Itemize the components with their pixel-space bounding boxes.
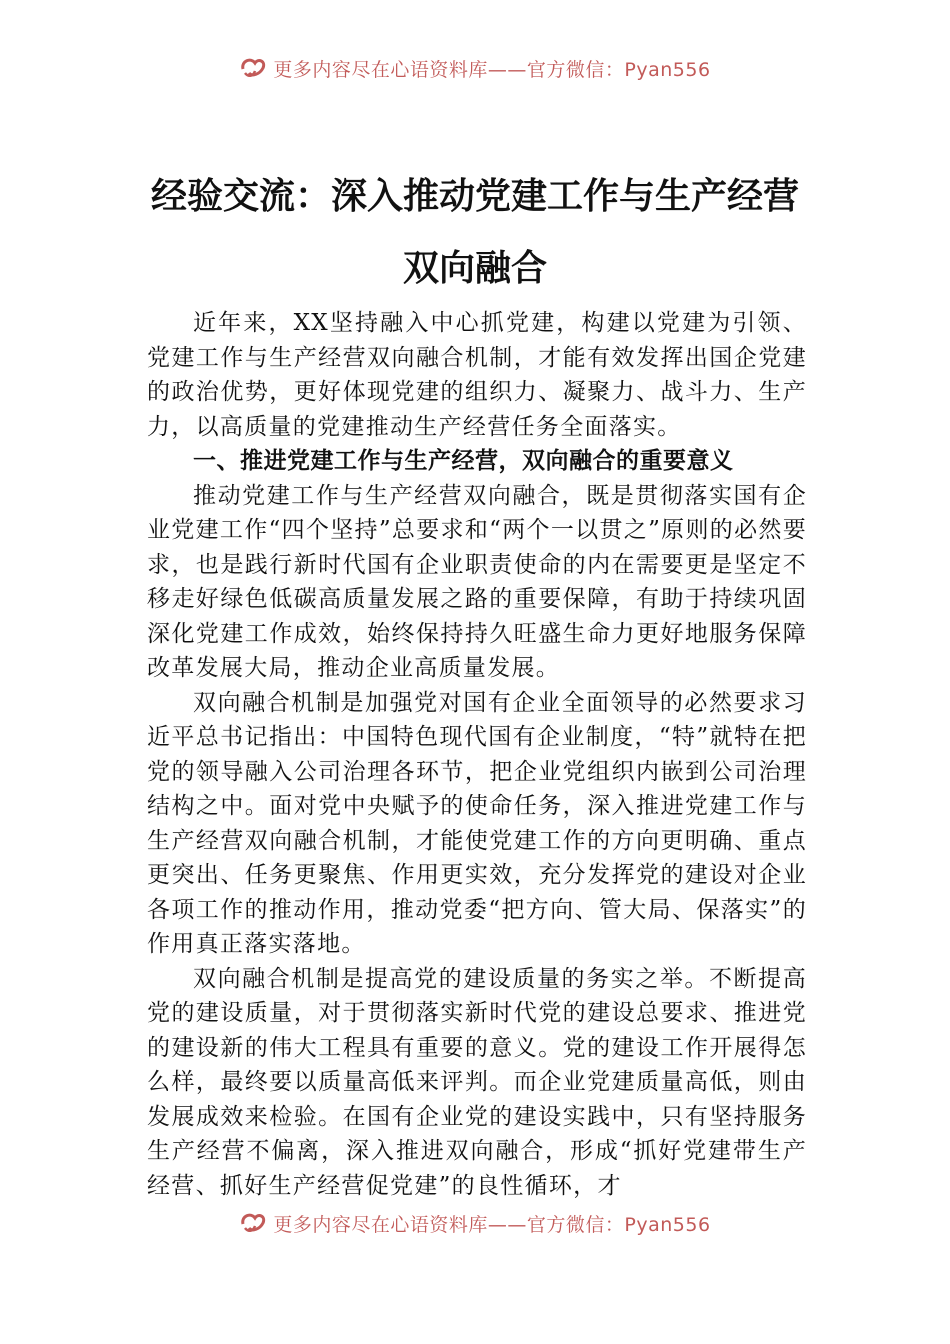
page-title-line-1: 经验交流：深入推动党建工作与生产经营 [150, 175, 799, 217]
watermark-header [0, 55, 950, 81]
paragraph-2: 双向融合机制是加强党对国有企业全面领导的必然要求习近平总书记指出：中国特色现代国有企业制度，“特”就特在把党的领导融入公司治理各环节，把企业党组织内嵌到公司治理结构之中。面对党中央赋予的使命任务，深入推进党建工作与生产经营双向融合机制，才能使党建工作的方向更明确、重点更突出、任务更聚焦、作用更实效，充分发挥党的建设对企业各项工作的推动作用，推动党委“把方向、管大局、保落实”的作用真正落实落地。 [147, 689, 807, 957]
watermark-text: 更多内容尽在心语资料库——官方微信：Pyan556 [273, 1214, 711, 1236]
watermark-logo-icon [239, 1210, 267, 1234]
paragraph-3: 双向融合机制是提高党的建设质量的务实之举。不断提高党的建设质量，对于贯彻落实新时代党的建设总要求、推进党的建设新的伟大工程具有重要的意义。党的建设工作开展得怎么样，最终要以质量高低来评判。而企业党建质量高低，则由发展成效来检验。在国有企业党的建设实践中，只有坚持服务生产经营不偏离，深入推进双向融合，形成“抓好党建带生产经营、抓好生产经营促党建”的良性循环，才 [147, 965, 807, 1199]
intro-paragraph: 近年来，XX坚持融入中心抓党建，构建以党建为引领、党建工作与生产经营双向融合机制，才能有效发挥出国企党建的政治优势，更好体现党建的组织力、凝聚力、战斗力、生产力，以高质量的党建推动生产经营任务全面落实。 [147, 310, 807, 440]
section-heading-1: 一、推进党建工作与生产经营，双向融合的重要意义 [193, 448, 734, 474]
document-body [147, 306, 807, 1203]
watermark-text: 更多内容尽在心语资料库——官方微信：Pyan556 [273, 59, 711, 81]
watermark-footer [0, 1210, 950, 1236]
watermark-logo-icon [239, 55, 267, 79]
page-title-line-2: 双向融合 [402, 247, 547, 289]
paragraph-1: 推动党建工作与生产经营双向融合，既是贯彻落实国有企业党建工作“四个坚持”总要求和“两个一以贯之”原则的必然要求，也是践行新时代国有企业职责使命的内在需要更是坚定不移走好绿色低碳高质量发展之路的重要保障，有助于持续巩固深化党建工作成效，始终保持持久旺盛生命力更好地服务保障改革发展大局，推动企业高质量发展。 [147, 482, 807, 681]
